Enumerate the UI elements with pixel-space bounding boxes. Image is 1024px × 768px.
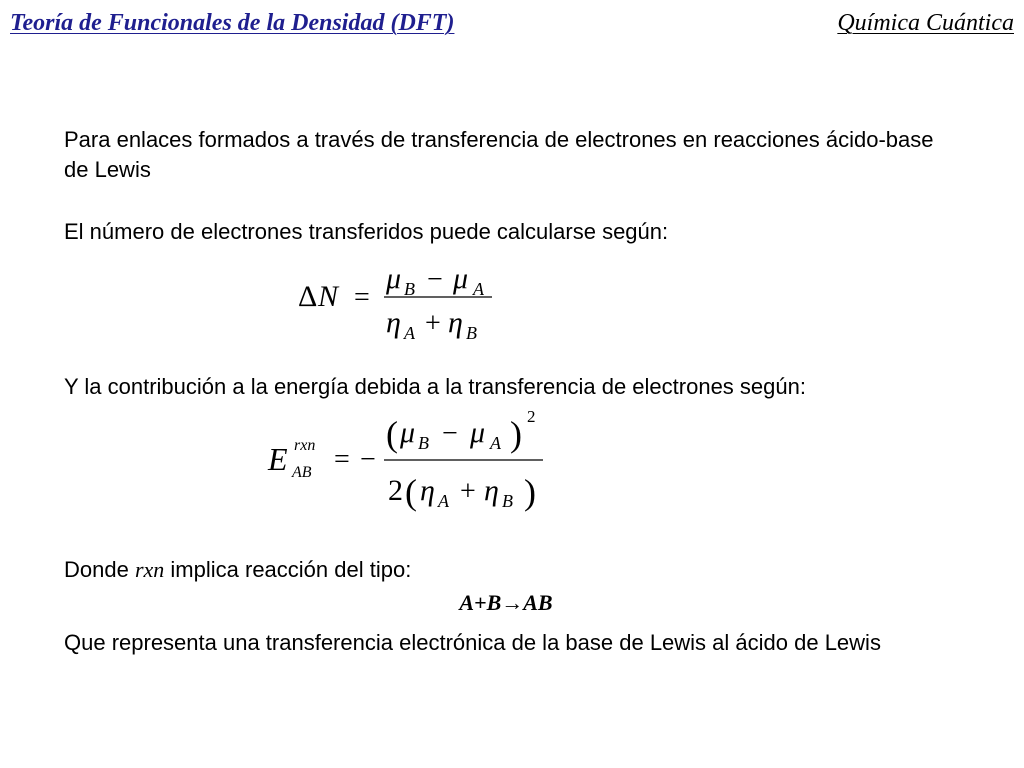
rxn-definition-paragraph [64,555,964,585]
energy-contribution-paragraph: Y la contribución a la energía debida a la transferencia de electrones según: [64,374,806,399]
eq2-den-sub-a: A [438,491,449,511]
rxn-suffix: implica reacción del tipo: [170,557,412,582]
eq2-eta-b: η [484,474,499,507]
rxn-prefix: Donde [64,557,129,582]
eq2-minus-sign: − [360,444,376,475]
eq2-eta-a: η [420,474,435,507]
equation-energy [262,402,562,517]
eq1-numerator [385,262,485,299]
eq2-numerator [386,407,536,454]
eq2-equals: = [334,444,350,475]
eq1-minus: − [427,264,443,295]
eq1-mu-b: μ [386,262,402,295]
eq2-two: 2 [388,474,403,507]
eq2-superscript: rxn [294,437,316,454]
eq1-eta-a: η [386,306,401,339]
eq2-rparen: ) [510,414,522,454]
eq2-e: E [268,441,288,477]
eq1-equals: = [354,282,370,313]
eq2-minus: − [442,418,458,449]
rxn-term: rxn [134,557,165,582]
eq1-denominator [386,306,477,343]
eq1-den-sub-a: A [404,323,415,343]
eq1-plus: + [425,308,441,339]
eq1-n: N [318,280,339,313]
eq2-den-rparen: ) [524,472,536,512]
slide-title: Teoría de Funcionales de la Densidad (DFT) [10,10,455,36]
eq2-power: 2 [527,407,536,426]
eq1-lhs [298,280,370,313]
eq1-mu-a: μ [453,262,469,295]
eq1-eta-b: η [448,306,463,339]
eq2-sub-b: B [418,433,429,453]
eq2-denominator [388,472,536,512]
eq1-den-sub-b: B [466,323,477,343]
eq2-lparen: ( [386,414,398,454]
eq2-mu-a: μ [470,416,486,449]
lewis-transfer-paragraph: Que representa una transferencia electrónica de la base de Lewis al ácido de Lewis [64,630,881,655]
eq2-subscript: AB [292,464,312,481]
eq1-sub-a: A [473,279,484,299]
eq2-sub-a: A [490,433,501,453]
eq2-den-sub-b: B [502,491,513,511]
eq2-mu-b: μ [400,416,416,449]
eq2-lhs [267,437,376,481]
electrons-transferred-paragraph: El número de electrones transferidos puede calcularse según: [64,219,669,244]
eq2-den-lparen: ( [405,472,417,512]
eq1-delta: Δ [298,280,318,313]
course-name: Química Cuántica [837,10,1014,36]
intro-paragraph: Para enlaces formados a través de transferencia de electrones en reacciones ácido-base de Lewis [64,127,934,182]
reaction-equation: A+B→AB [459,590,553,615]
eq2-plus: + [460,476,476,507]
equation-delta-n [290,258,510,348]
eq1-sub-b: B [404,279,415,299]
